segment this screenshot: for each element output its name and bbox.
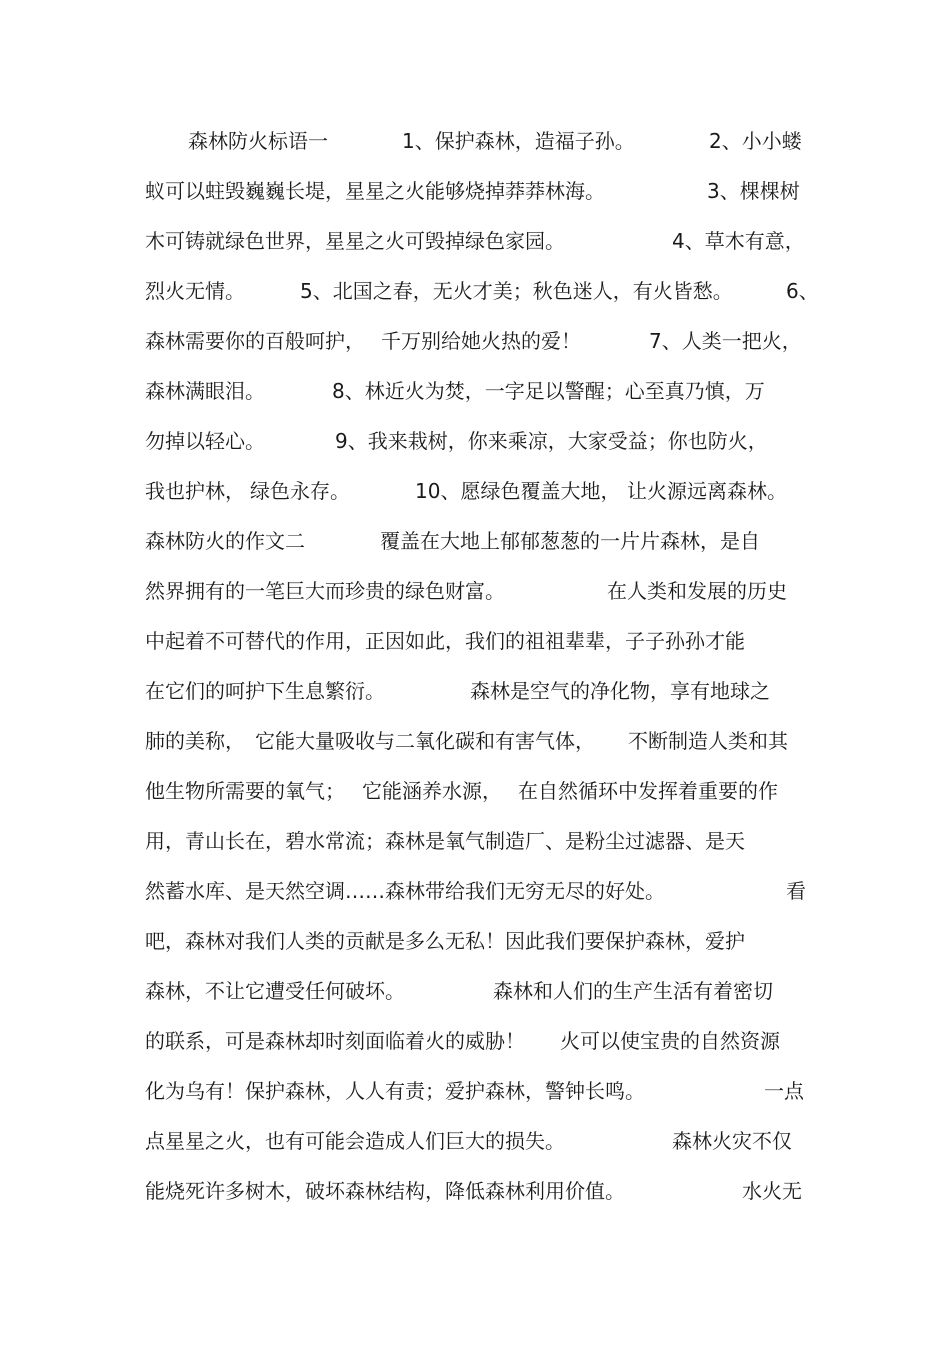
text-segment: 然界拥有的一笔巨大而珍贵的绿色财富。 — [145, 579, 505, 603]
text-line — [0, 176, 950, 206]
text-segment: 覆盖在大地上郁郁葱葱的一片片森林，是自 — [380, 529, 760, 553]
text-segment: 森林和人们的生产生活有着密切 — [493, 979, 773, 1003]
text-line — [0, 726, 950, 756]
text-segment: 然蓄水库、是天然空调……森林带给我们无穷无尽的好处。 — [145, 879, 665, 903]
text-segment: 化为乌有！保护森林，人人有责；爱护森林，警钟长鸣。 — [145, 1079, 645, 1103]
text-segment: 2、小小蝼 — [709, 129, 802, 153]
text-segment: 一点 — [764, 1079, 804, 1103]
text-segment: 木可铸就绿色世界，星星之火可毁掉绿色家园。 — [145, 229, 565, 253]
text-segment: 它能涵养水源， — [362, 779, 502, 803]
text-segment: 点星星之火，也有可能会造成人们巨大的损失。 — [145, 1129, 565, 1153]
text-segment: 蚁可以蛀毁巍巍长堤，星星之火能够烧掉莽莽林海。 — [145, 179, 605, 203]
text-line — [0, 426, 950, 456]
text-segment: 森林满眼泪。 — [145, 379, 265, 403]
text-line — [0, 776, 950, 806]
text-segment: 森林防火标语一 — [188, 129, 328, 153]
text-line — [0, 1126, 950, 1156]
text-segment: 中起着不可替代的作用，正因如此，我们的祖祖辈辈，子子孙孙才能 — [145, 629, 745, 653]
text-segment: 8、林近火为焚，一字足以警醒；心至真乃慎，万 — [332, 379, 765, 403]
text-segment: 肺的美称， — [145, 729, 245, 753]
text-segment: 用，青山长在，碧水常流；森林是氧气制造厂、是粉尘过滤器、是天 — [145, 829, 745, 853]
text-segment: 在人类和发展的历史 — [607, 579, 787, 603]
text-segment: 他生物所需要的氧气； — [145, 779, 345, 803]
text-segment: 吧，森林对我们人类的贡献是多么无私！因此我们要保护森林，爱护 — [145, 929, 745, 953]
text-line — [0, 926, 950, 956]
text-segment: 6、 — [786, 279, 819, 303]
text-line — [0, 126, 950, 156]
text-segment: 水火无 — [742, 1179, 802, 1203]
text-segment: 7、人类一把火， — [649, 329, 802, 353]
text-segment: 的联系，可是森林却时刻面临着火的威胁！ — [145, 1029, 525, 1053]
text-segment: 10、愿绿色覆盖大地， — [415, 479, 621, 503]
text-line — [0, 476, 950, 506]
text-line — [0, 1076, 950, 1106]
text-segment: 森林需要你的百般呵护， — [145, 329, 365, 353]
text-line — [0, 1176, 950, 1206]
text-segment: 火可以使宝贵的自然资源 — [560, 1029, 780, 1053]
text-segment: 4、草木有意， — [672, 229, 805, 253]
text-line — [0, 876, 950, 906]
text-segment: 勿掉以轻心。 — [145, 429, 265, 453]
text-segment: 我也护林， — [145, 479, 245, 503]
text-line — [0, 976, 950, 1006]
text-segment: 它能大量吸收与二氧化碳和有害气体， — [255, 729, 595, 753]
text-segment: 5、北国之春，无火才美；秋色迷人，有火皆愁。 — [300, 279, 733, 303]
text-segment: 森林，不让它遭受任何破坏。 — [145, 979, 405, 1003]
text-segment: 在它们的呵护下生息繁衍。 — [145, 679, 385, 703]
text-segment: 森林防火的作文二 — [145, 529, 305, 553]
text-line — [0, 826, 950, 856]
text-line — [0, 276, 950, 306]
text-segment: 在自然循环中发挥着重要的作 — [518, 779, 778, 803]
text-line — [0, 326, 950, 356]
text-segment: 不断制造人类和其 — [628, 729, 788, 753]
text-line — [0, 526, 950, 556]
text-line — [0, 676, 950, 706]
text-segment: 森林火灾不仅 — [672, 1129, 792, 1153]
text-segment: 森林是空气的净化物，享有地球之 — [470, 679, 770, 703]
text-segment: 看 — [786, 879, 806, 903]
text-segment: 让火源远离森林。 — [627, 479, 787, 503]
text-segment: 烈火无情。 — [145, 279, 245, 303]
text-line — [0, 1026, 950, 1056]
text-line — [0, 576, 950, 606]
text-line — [0, 376, 950, 406]
text-segment: 3、棵棵树 — [707, 179, 800, 203]
text-line — [0, 626, 950, 656]
text-segment: 1、保护森林，造福子孙。 — [402, 129, 635, 153]
text-segment: 绿色永存。 — [250, 479, 350, 503]
text-line — [0, 226, 950, 256]
text-segment: 能烧死许多树木，破坏森林结构，降低森林利用价值。 — [145, 1179, 625, 1203]
text-segment: 千万别给她火热的爱！ — [381, 329, 581, 353]
text-segment: 9、我来栽树，你来乘凉，大家受益；你也防火， — [335, 429, 768, 453]
